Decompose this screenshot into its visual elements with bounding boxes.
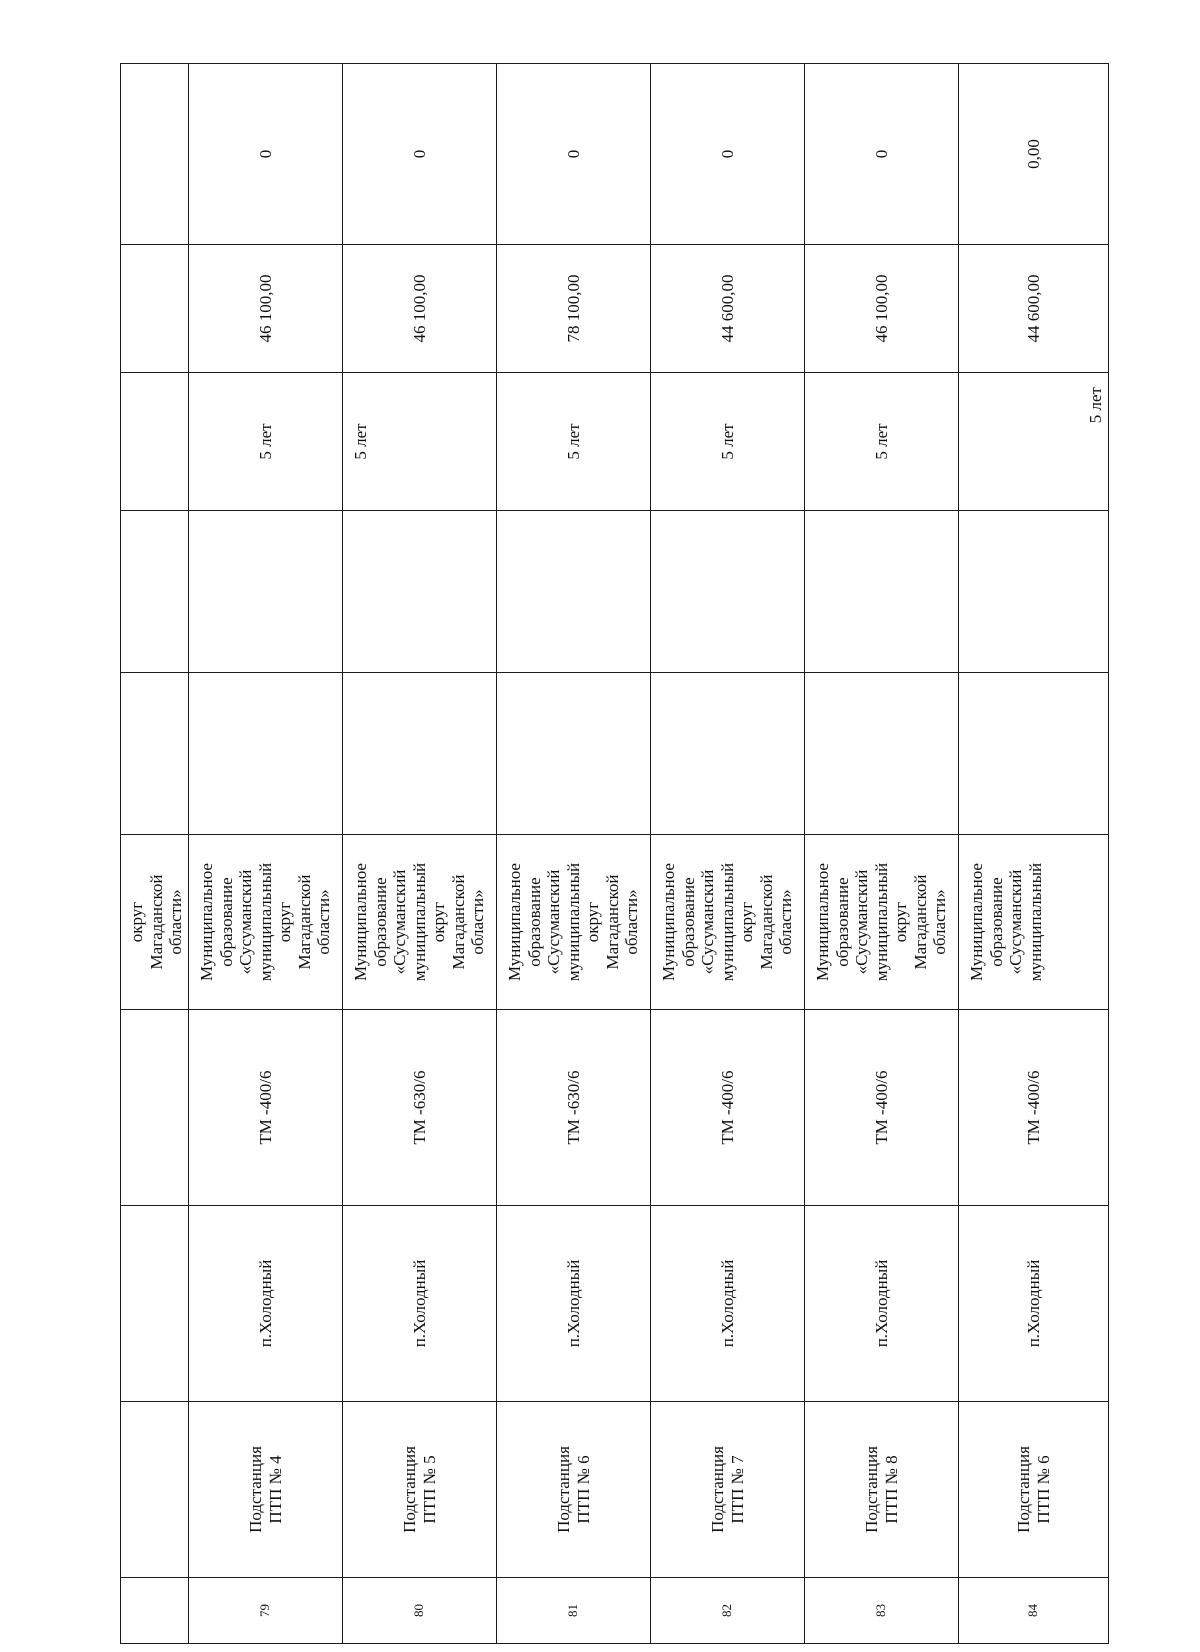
cell-name: Подстанция ПТП № 8 [805,1402,959,1578]
table-row [343,64,497,1644]
cell-location: п.Холодный [189,1206,343,1402]
cell-num: 82 [651,1578,805,1644]
cell-type: ТМ -400/6 [805,1010,959,1206]
cell-type: ТМ -400/6 [959,1010,1109,1206]
cell-type [121,1010,189,1206]
cell-empty-2 [343,511,497,673]
cell-empty-1 [189,673,343,835]
cell-empty-2 [805,511,959,673]
cell-residual: 0,00 [959,64,1109,245]
cell-num: 83 [805,1578,959,1644]
cell-value: 46 100,00 [189,245,343,373]
cell-value: 46 100,00 [805,245,959,373]
cell-name [121,1402,189,1578]
cell-owner: Муниципальное образование «Сусуманский муниципальный округ Магаданской области» [343,835,497,1010]
cell-residual: 0 [805,64,959,245]
table-row [651,64,805,1644]
cell-term [121,373,189,511]
table-row [497,64,651,1644]
cell-value: 44 600,00 [959,245,1109,373]
cell-type: ТМ -400/6 [651,1010,805,1206]
table-row [189,64,343,1644]
cell-empty-1 [959,673,1109,835]
cell-empty-1 [121,673,189,835]
cell-empty-2 [651,511,805,673]
cell-name: Подстанция ПТП № 7 [651,1402,805,1578]
cell-owner: Муниципальное образование «Сусуманский муниципальный округ Магаданской области» [497,835,651,1010]
cell-name: Подстанция ПТП № 6 [497,1402,651,1578]
cell-location: п.Холодный [497,1206,651,1402]
table-row [805,64,959,1644]
cell-type: ТМ -630/6 [343,1010,497,1206]
cell-residual: 0 [497,64,651,245]
cell-empty-2 [497,511,651,673]
table-row [959,64,1109,1644]
cell-term: 5 лет [651,373,805,511]
cell-value [121,245,189,373]
cell-num: 81 [497,1578,651,1644]
cell-num [121,1578,189,1644]
cell-term: 5 лет [343,373,497,511]
cell-type: ТМ -400/6 [189,1010,343,1206]
cell-owner: Муниципальное образование «Сусуманский муниципальный [959,835,1109,1010]
asset-table [120,63,1109,1644]
cell-empty-2 [959,511,1109,673]
cell-empty-1 [343,673,497,835]
cell-empty-1 [497,673,651,835]
cell-value: 78 100,00 [497,245,651,373]
cell-location: п.Холодный [651,1206,805,1402]
cell-location: п.Холодный [343,1206,497,1402]
cell-owner: округ Магаданской области» [121,835,189,1010]
table-row-continuation [121,64,189,1644]
cell-term: 5 лет [959,373,1109,511]
cell-location: п.Холодный [805,1206,959,1402]
cell-location [121,1206,189,1402]
cell-num: 80 [343,1578,497,1644]
cell-empty-1 [651,673,805,835]
cell-empty-1 [805,673,959,835]
cell-value: 44 600,00 [651,245,805,373]
cell-empty-2 [189,511,343,673]
cell-owner: Муниципальное образование «Сусуманский муниципальный округ Магаданской области» [805,835,959,1010]
cell-term: 5 лет [805,373,959,511]
cell-num: 84 [959,1578,1109,1644]
cell-num: 79 [189,1578,343,1644]
cell-residual: 0 [651,64,805,245]
cell-residual: 0 [343,64,497,245]
cell-term: 5 лет [497,373,651,511]
cell-name: Подстанция ПТП № 4 [189,1402,343,1578]
cell-residual: 0 [189,64,343,245]
cell-location: п.Холодный [959,1206,1109,1402]
cell-name: Подстанция ПТП № 6 [959,1402,1109,1578]
cell-owner: Муниципальное образование «Сусуманский муниципальный округ Магаданской области» [651,835,805,1010]
cell-term: 5 лет [189,373,343,511]
cell-value: 46 100,00 [343,245,497,373]
cell-empty-2 [121,511,189,673]
cell-residual [121,64,189,245]
cell-owner: Муниципальное образование «Сусуманский муниципальный округ Магаданской области» [189,835,343,1010]
cell-type: ТМ -630/6 [497,1010,651,1206]
cell-name: Подстанция ПТП № 5 [343,1402,497,1578]
